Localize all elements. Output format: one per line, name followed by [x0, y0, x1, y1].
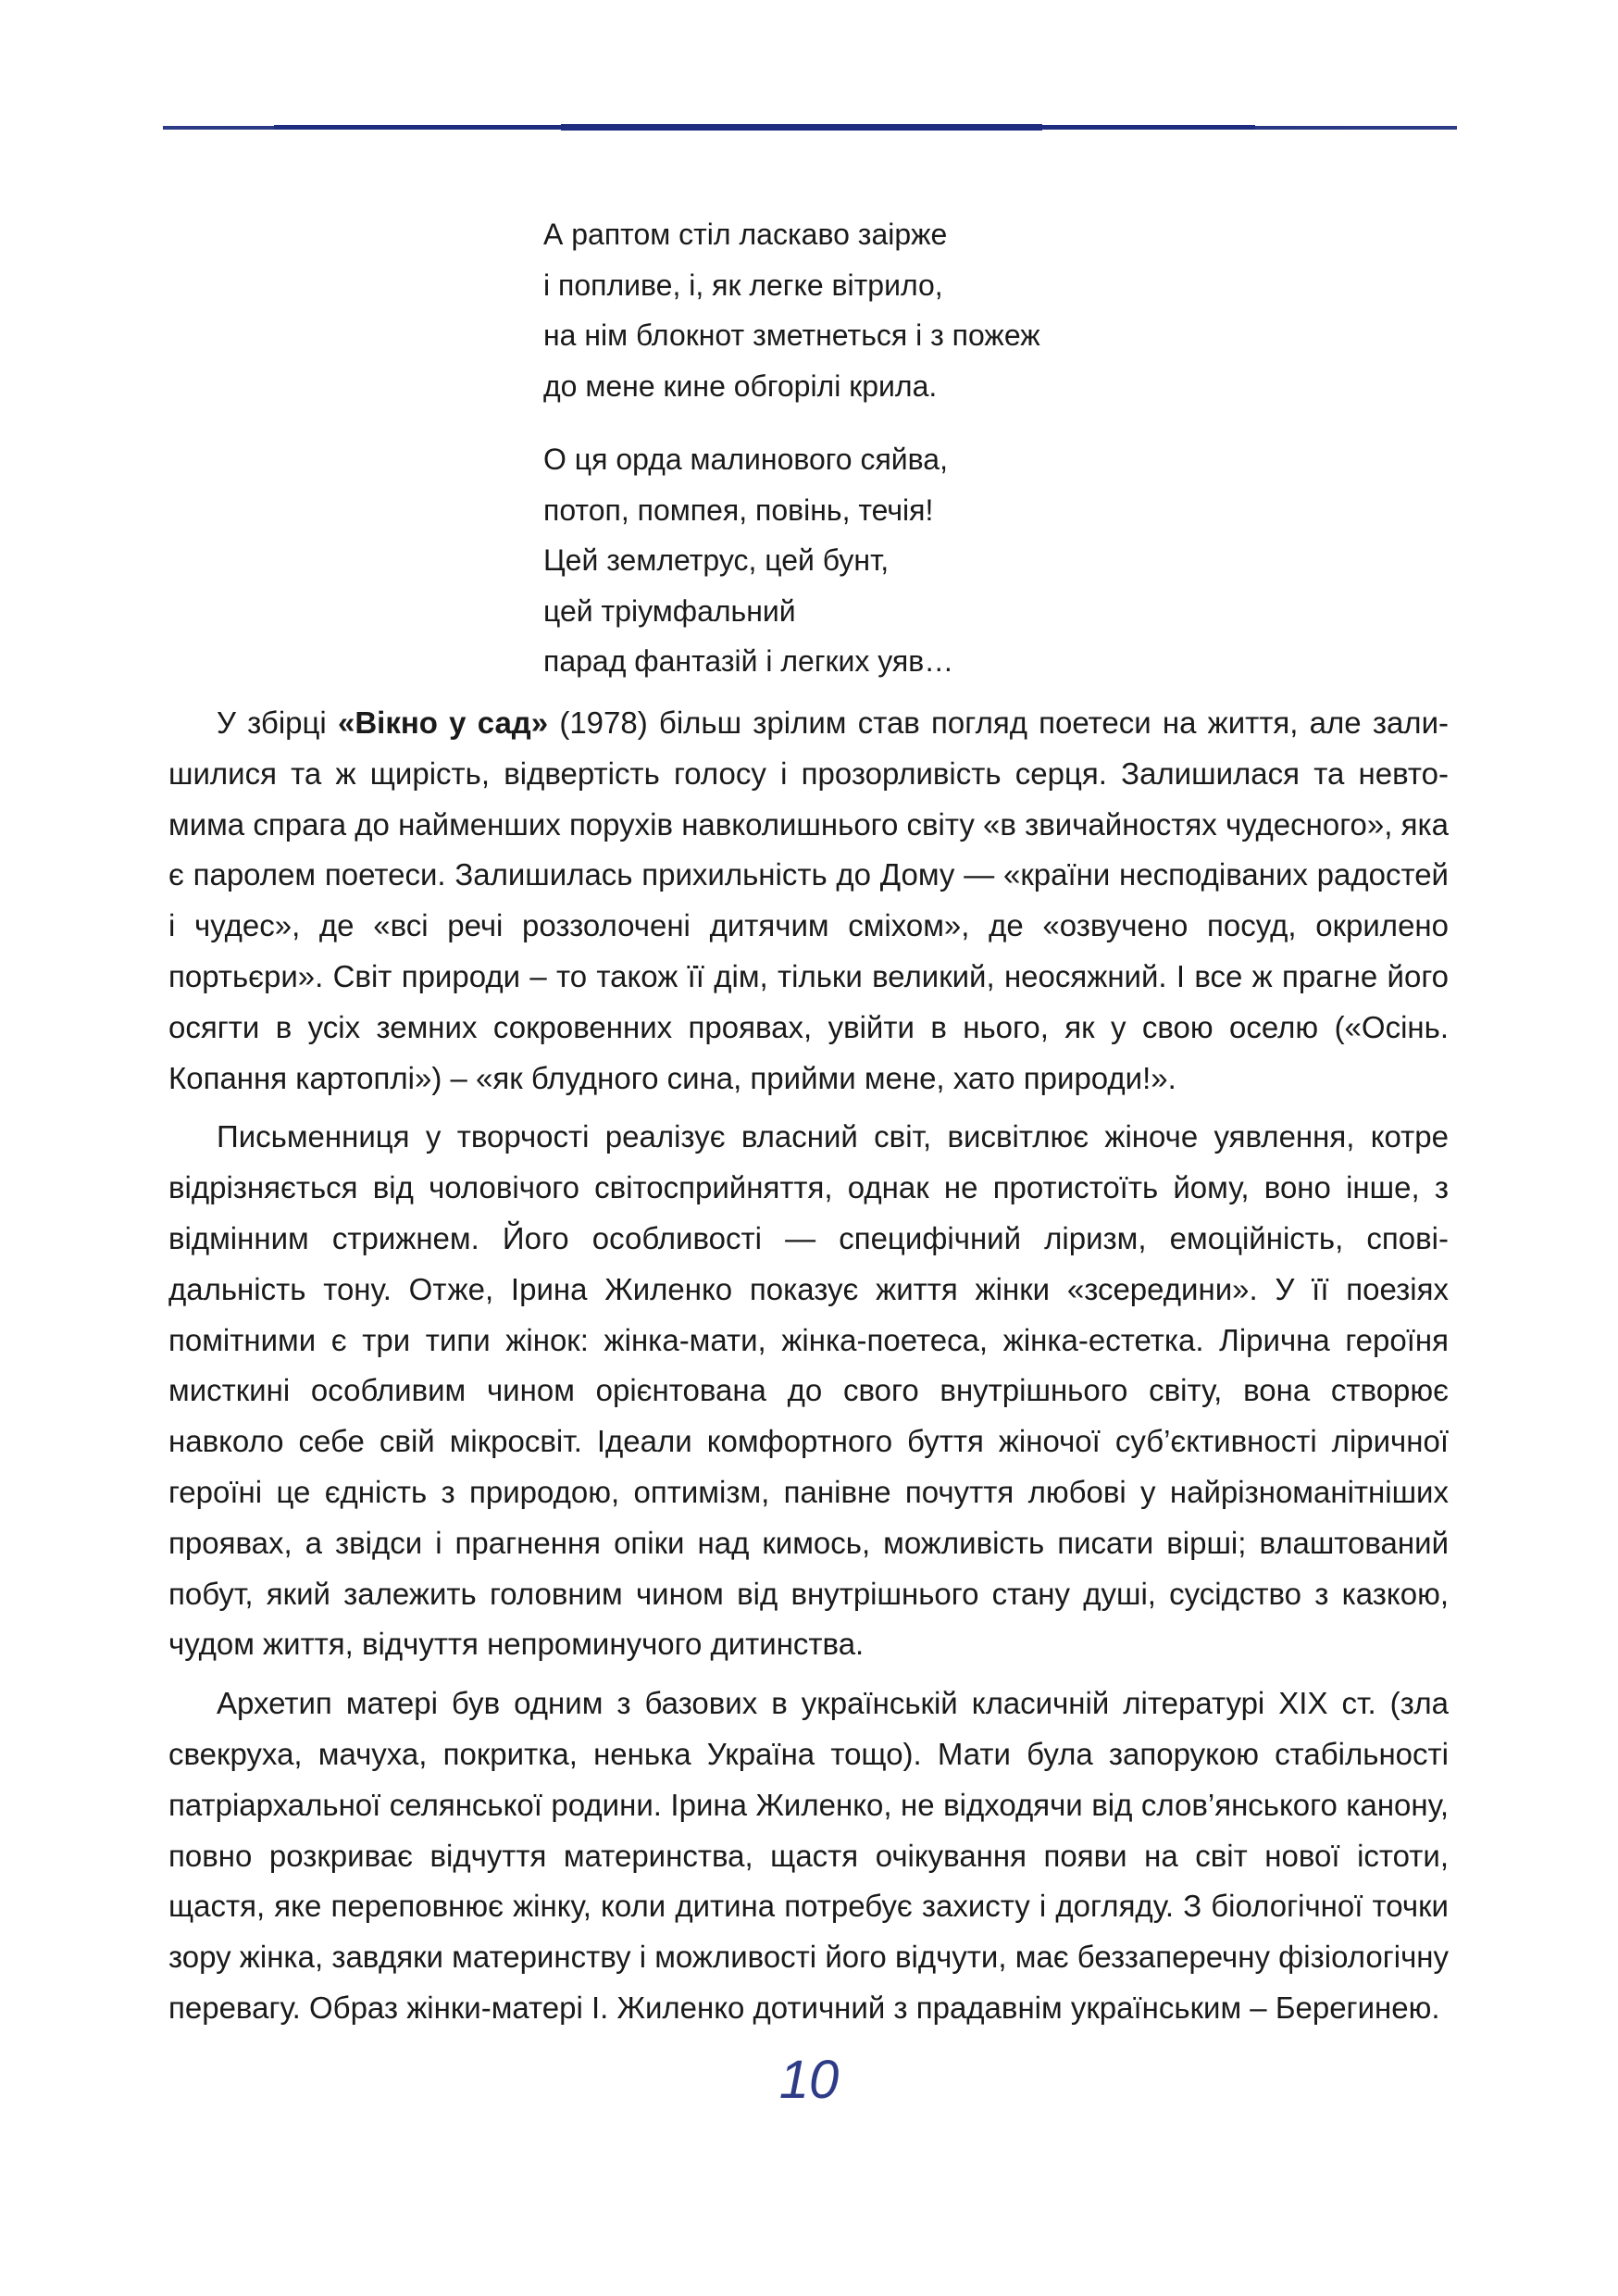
paragraph-lead: У збірці: [217, 705, 338, 740]
header-divider: [163, 124, 1457, 131]
poem-line: парад фантазій і легких уяв…: [543, 644, 954, 678]
paragraph-text: (1978) більш зрілим став погляд поетеси на життя, але залишилися та ж щирість, відвертість голосу і прозорливість серця. Залишилася та невтомима спрага до найменших порухів навколишнього світу «в звичайностях чудесного», яка є паролем поетеси. Залишилась прихильність до Дому — «країни несподіваних радостей і чудес», де «всі речі роззолочені дитячим сміхом», де «озвучено посуд, окрилено портьєри». Світ природи – то також її дім, тільки великий, неосяжний. І все ж прагне його осягти в усіх земних сокровенних проявах, увійти в нього, як у свою оселю («Осінь. Копання картоплі») – «як блудного сина, прийми мене, хато природи!».: [168, 705, 1449, 1095]
poem-line: А раптом стіл ласкаво заірже: [543, 218, 948, 251]
poem-stanza: [543, 434, 1469, 687]
poem-line: Цей землетрус, цей бунт,: [543, 543, 890, 577]
page-number: 10: [778, 2050, 840, 2110]
paragraph-female-world: Письменниця у творчості реалізує власний світ, висвітлює жіноче уявлення, котре відрізняється від чоловічого світосприйняття, однак не протистоїть йому, воно інше, з відмінним стрижнем. Його особливості — специфічний ліризм, емоційність, сповідальність тону. Отже, Ірина Жиленко показує життя жінки «зсередини». У її поезіях помітними є три типи жінок: жінка-мати, жінка-поетеса, жінка-естетка. Лірична героїня мисткині особливим чином орієнтована до свого внутрішнього світу, вона створює навколо себе свій мікросвіт. Ідеали комфортного буття жіночої суб’єктивності ліричної героїні це єдність з природою, оптимізм, панівне почуття любові у найрізноманітніших проявах, а звідси і прагнення опіки над кимось, можливість писати вірші; влаштований побут, який залежить головним чином від внутрішнього стану душі, сусідство з казкою, чудом життя, відчуття непроминучого дитинства.: [168, 1119, 1449, 1662]
poem-stanza: [543, 209, 1469, 411]
paragraph-window-to-garden: [168, 698, 1449, 1104]
body-text: [168, 698, 1449, 2042]
poem-line: цей тріумфальний: [543, 593, 796, 628]
poem-excerpt: [543, 209, 1469, 710]
poem-line: до мене кине обгорілі крила.: [543, 368, 938, 403]
poem-line: і попливе, і, як легке вітрило,: [543, 268, 943, 302]
paragraph-mother-archetype: Архетип матері був одним з базових в українській класичній літературі ХІХ ст. (зла свекруха, мачуха, покритка, ненька Україна тощо). Мати була запорукою стабільності патріархальної селянської родини. Ірина Жиленко, не відходячи від слов’янського канону, повно розкриває відчуття материнства, щастя очікування появи на світ нової істоти, щастя, яке переповнює жінку, коли дитина потребує захисту і догляду. З біологічної точки зору жінка, завдяки материнству і можливості його відчути, має беззаперечну фізіологічну перевагу. Образ жінки-матері І. Жиленко дотичний з прадавнім українським – Берегинею.: [168, 1686, 1449, 2025]
poem-line: на нім блокнот зметнеться і з пожеж: [543, 318, 1040, 352]
poem-line: О ця орда малинового сяйва,: [543, 443, 948, 476]
collection-title: «Вікно у сад»: [337, 705, 549, 740]
poem-line: потоп, помпея, повінь, течія!: [543, 493, 934, 527]
